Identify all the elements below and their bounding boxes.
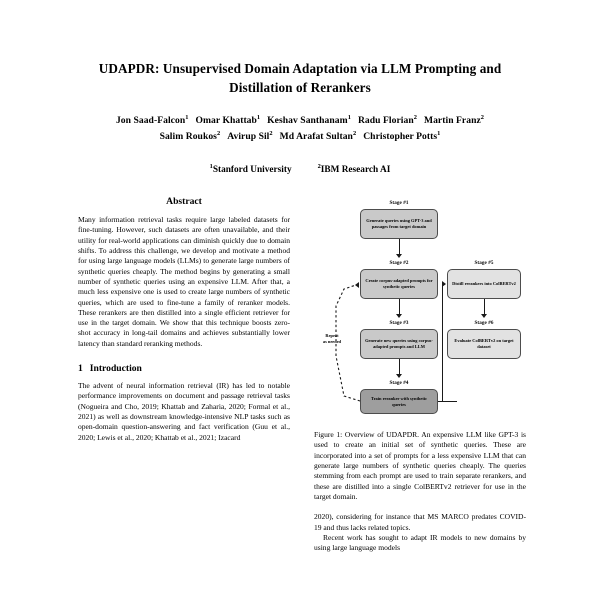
author-name: Salim Roukos bbox=[159, 131, 217, 142]
stage-6-label: Stage #6 bbox=[474, 320, 494, 326]
stage-1-text: Generate queries using GPT-3 and passages from target domain bbox=[366, 218, 432, 229]
author bbox=[116, 115, 189, 126]
abstract-text: Many information retrieval tasks require large labeled datasets for fine-tuning. However, such datasets are often unavailable, and their utility for real-world applications can diminish quickly due to domain shifts. To address this challenge, we develop and motivate a method for using large language models (LLMs) to generate large numbers of synthetic queries cheaply. The method begins by generating a small number of synthetic queries using an expensive LLM. After that, a much less expensive one is used to create large numbers of synthetic queries, which are used to fine-tune a family of reranker models. These rerankers are then distilled into a single efficient retriever for use in the target domain. We show that this technique boosts zero-shot accuracy in long-tail domains and achieves substantially lower latency than standard reranking methods. bbox=[78, 215, 290, 348]
author-name: Keshav Santhanam bbox=[267, 115, 348, 127]
stage-4-label: Stage #4 bbox=[389, 380, 409, 386]
stage-6-text: Evaluate ColBERTv2 on target dataset bbox=[454, 338, 514, 349]
stage-3-label: Stage #3 bbox=[389, 320, 409, 326]
page-title bbox=[62, 60, 538, 97]
author bbox=[280, 131, 357, 142]
affiliation-marker: 1 bbox=[209, 162, 213, 170]
author bbox=[358, 115, 417, 126]
author bbox=[195, 115, 260, 126]
affiliation bbox=[209, 162, 292, 175]
author-affiliation-marker: 2 bbox=[352, 129, 357, 137]
affiliation bbox=[317, 162, 391, 175]
affiliation-list bbox=[62, 162, 538, 175]
stage-1-label: Stage #1 bbox=[389, 200, 409, 206]
author bbox=[227, 131, 272, 142]
author-name: Radu Florian bbox=[357, 115, 414, 127]
feedback-loop-dashed bbox=[314, 196, 526, 424]
stage-3-text: Generate new queries using corpus-adapted prompts and LLM bbox=[365, 338, 433, 349]
affiliation-name: IBM Research AI bbox=[320, 164, 391, 175]
author-affiliation-marker: 2 bbox=[216, 129, 221, 137]
author-affiliation-marker: 1 bbox=[256, 114, 261, 122]
figure-diagram bbox=[314, 196, 526, 424]
right-column-paragraph-next: Recent work has sought to adapt IR models to new domains by using large language models bbox=[314, 532, 526, 553]
author-name: Martin Franz bbox=[423, 115, 481, 127]
author-name: Md Arafat Sultan bbox=[279, 131, 353, 142]
author bbox=[267, 115, 351, 126]
affiliation-name: Stanford University bbox=[212, 164, 292, 175]
author bbox=[363, 131, 440, 142]
right-column bbox=[314, 196, 526, 600]
author-line-1 bbox=[62, 113, 538, 129]
author-name: Christopher Potts bbox=[363, 131, 438, 142]
stage-5-text: Distill rerankers into ColBERTv2 bbox=[452, 281, 516, 287]
stage-2-text: Create corpus-adapted prompts for synthetic queries bbox=[365, 278, 433, 289]
arrow-head bbox=[355, 282, 359, 288]
abstract-heading: Abstract bbox=[166, 196, 202, 207]
figure-1 bbox=[314, 196, 526, 502]
author-line-2 bbox=[62, 129, 538, 145]
introduction-heading bbox=[78, 363, 290, 374]
author-affiliation-marker: 1 bbox=[185, 114, 189, 122]
author bbox=[160, 131, 221, 142]
author-name: Avirup Sil bbox=[227, 131, 270, 142]
section-name: Introduction bbox=[89, 363, 142, 375]
title-line-1: UDAPDR: Unsupervised Domain Adaptation via LLM Prompting and bbox=[98, 61, 502, 76]
author bbox=[424, 115, 484, 126]
stage-2-label: Stage #2 bbox=[389, 260, 409, 266]
paper-header bbox=[0, 0, 600, 175]
author-affiliation-marker: 2 bbox=[413, 114, 417, 122]
body-columns bbox=[0, 196, 600, 600]
right-column-paragraph-continued: 2020), considering for instance that MS MARCO predates COVID-19 and thus lacks related topics. bbox=[314, 512, 526, 532]
author-affiliation-marker: 1 bbox=[347, 114, 351, 122]
author-name: Omar Khattab bbox=[195, 115, 257, 127]
author-affiliation-marker: 1 bbox=[437, 129, 441, 137]
introduction-paragraph: The advent of neural information retrieval (IR) has led to notable performance improvements on document and passage retrieval tasks (Nogueira and Cho, 2019; Khattab and Zaharia, 2020; Formal et al., 2021) as well as downstream knowledge-intensive NLP tasks such as open-domain question-answering and fact verification (Guu et al., 2020; Lewis et al., 2020; Khattab et al., 2021; Izacard bbox=[78, 381, 290, 442]
author-list bbox=[62, 113, 538, 144]
repeat-label-line-2: as needed bbox=[322, 338, 342, 344]
affiliation-marker: 2 bbox=[317, 162, 321, 170]
stage-5-label: Stage #5 bbox=[474, 260, 494, 266]
section-number: 1 bbox=[78, 363, 83, 375]
author-affiliation-marker: 2 bbox=[480, 114, 485, 122]
author-name: Jon Saad-Falcon bbox=[115, 115, 186, 127]
title-line-2: Distillation of Rerankers bbox=[229, 79, 371, 95]
stage-4-text: Train reranker with synthetic queries bbox=[370, 395, 428, 407]
author-affiliation-marker: 2 bbox=[269, 129, 273, 137]
left-column bbox=[78, 196, 290, 600]
figure-caption: Figure 1: Overview of UDAPDR. An expensive LLM like GPT-3 is used to create an initial set of synthetic queries. These are incorporated into a set of prompts for a less expensive LLM that can generate large numbers of synthetic queries cheaply. The queries stemming from each prompt are used to train separate rerankers, and these are distilled into a single ColBERTv2 retriever for use in the target domain. bbox=[314, 430, 526, 501]
repeat-as-needed-label bbox=[314, 333, 350, 344]
repeat-label-line-1: Repeat bbox=[325, 333, 339, 338]
